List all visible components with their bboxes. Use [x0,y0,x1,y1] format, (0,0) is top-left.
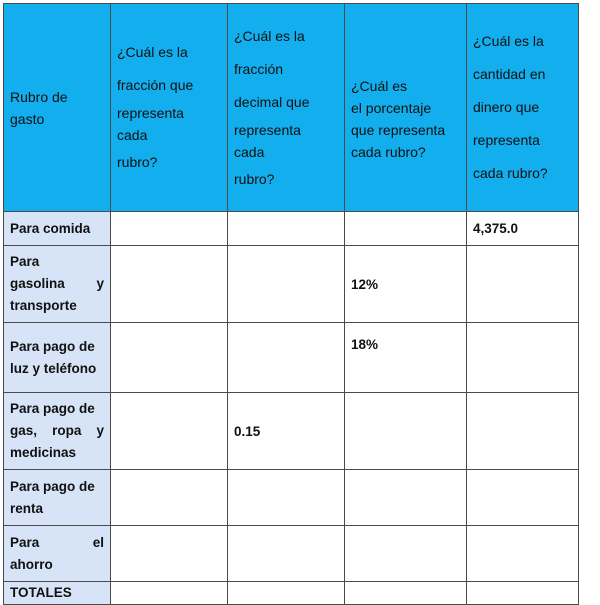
header-percent-line: que representa [351,121,446,138]
row-label-line: Para pago de [10,478,95,494]
row-label-line [10,420,104,442]
table-row [4,526,579,582]
header-percent [345,4,467,212]
decimal-cell[interactable] [228,470,345,526]
row-label-line [10,532,104,554]
header-fraction-line: ¿Cuál es la [117,44,188,60]
row-label: Para comida [4,212,111,246]
row-label-line: ahorro [10,556,53,572]
header-fraction-line: fracción que [117,77,194,93]
header-amount-line: representa [473,132,540,148]
percent-cell[interactable] [345,212,467,246]
header-amount-line: cantidad en [473,66,546,82]
fraction-cell[interactable] [111,393,228,470]
amount-cell[interactable] [467,393,579,470]
header-percent-line: el porcentaje [351,99,432,116]
row-label-word: y [96,423,104,438]
header-amount [467,4,579,212]
header-amount-line: dinero que [473,99,540,115]
table-row [4,246,579,323]
percent-cell[interactable] [345,393,467,470]
decimal-cell[interactable] [228,526,345,582]
header-fraction-line: representa [117,105,184,121]
budget-table [3,3,579,605]
header-decimal-line: rubro? [234,170,275,187]
amount-cell[interactable] [467,582,579,605]
table-row [4,212,579,246]
row-label-word: Para [10,534,40,550]
row-label [4,323,111,393]
header-fraction [111,4,228,212]
header-row [4,4,579,212]
header-decimal [228,4,345,212]
decimal-cell[interactable] [228,212,345,246]
header-rubro-text: Rubro de gasto [10,88,68,127]
fraction-cell[interactable] [111,246,228,323]
amount-cell[interactable] [467,470,579,526]
row-label-line: Para pago de [10,338,95,354]
table-row [4,393,579,470]
row-label [4,470,111,526]
row-label-word: gas, [10,423,38,438]
decimal-cell[interactable] [228,582,345,605]
header-fraction-line: cada [117,127,148,143]
row-label-line: renta [10,500,44,516]
table-row [4,582,579,605]
header-decimal-line: fracción [234,60,284,77]
fraction-cell[interactable] [111,526,228,582]
row-label-line: transporte [10,298,77,313]
row-label-word: ropa [52,423,82,438]
row-label-line [10,273,104,295]
header-fraction-line: rubro? [117,154,158,170]
row-label: TOTALES [4,582,111,605]
header-decimal-line: ¿Cuál es la [234,27,305,44]
row-label-word: y [96,276,104,291]
percent-cell[interactable]: 18% [345,323,467,393]
header-decimal-line: representa [234,121,301,138]
row-label-line: medicinas [10,445,77,460]
header-percent-line: cada rubro? [351,143,426,160]
row-label-line: Para pago de [10,401,95,416]
fraction-cell[interactable] [111,470,228,526]
decimal-cell[interactable] [228,246,345,323]
header-rubro [4,4,111,212]
fraction-cell[interactable] [111,323,228,393]
decimal-cell[interactable] [228,323,345,393]
header-amount-line: ¿Cuál es la [473,33,544,49]
fraction-cell[interactable] [111,582,228,605]
amount-cell[interactable] [467,246,579,323]
percent-cell[interactable] [345,582,467,605]
amount-cell[interactable] [467,323,579,393]
decimal-cell[interactable]: 0.15 [228,393,345,470]
percent-cell[interactable] [345,526,467,582]
table-row [4,323,579,393]
header-decimal-line: decimal que [234,93,310,110]
header-decimal-line: cada [234,143,265,160]
row-label-word: gasolina [10,276,65,291]
percent-cell[interactable] [345,470,467,526]
row-label-word: el [92,534,104,550]
row-label-line: luz y teléfono [10,360,97,376]
row-label [4,246,111,323]
row-label [4,526,111,582]
percent-cell[interactable]: 12% [345,246,467,323]
header-percent-line: ¿Cuál es [351,77,408,94]
row-label-line: Para [10,254,40,269]
fraction-cell[interactable] [111,212,228,246]
table-row [4,470,579,526]
amount-cell[interactable] [467,526,579,582]
header-amount-line: cada rubro? [473,165,548,181]
amount-cell[interactable]: 4,375.0 [467,212,579,246]
row-label [4,393,111,470]
